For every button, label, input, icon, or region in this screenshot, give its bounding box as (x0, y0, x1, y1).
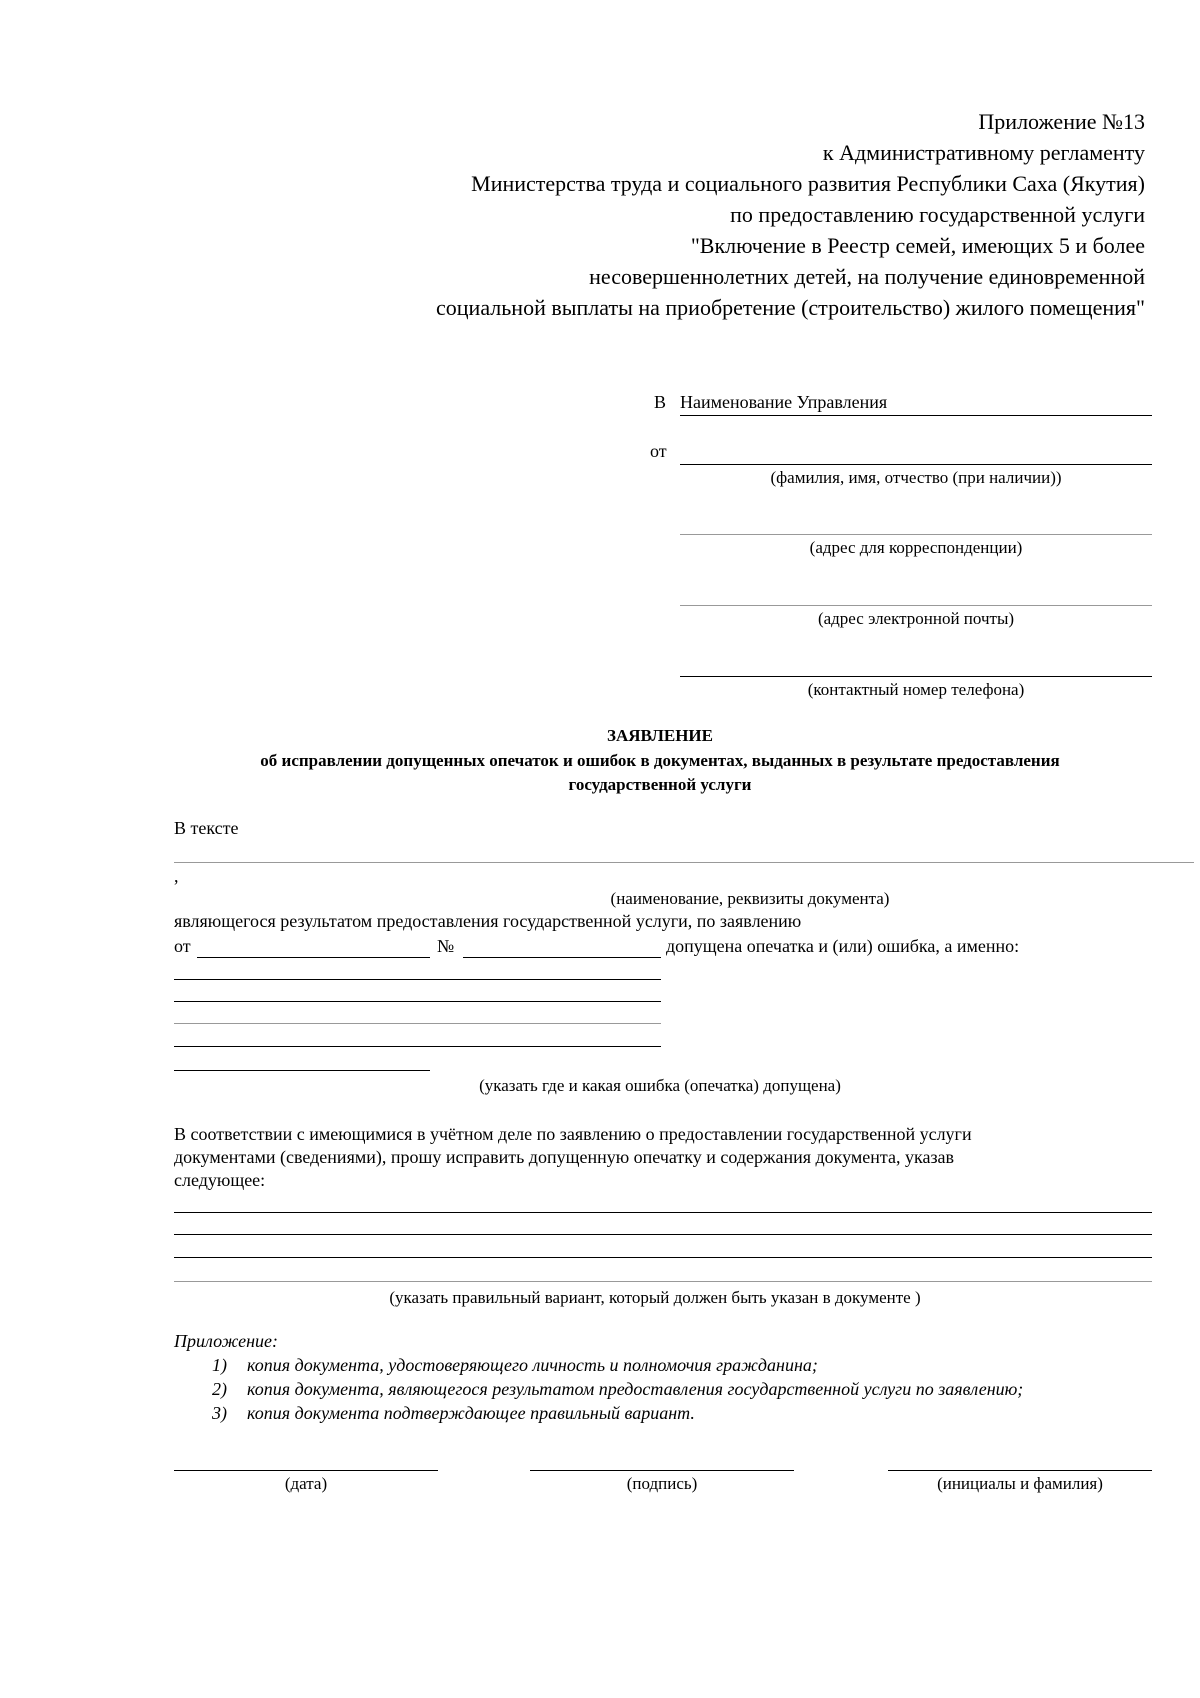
correct-line-1[interactable] (174, 1212, 1152, 1213)
fio-field[interactable] (680, 464, 1152, 465)
address-field[interactable] (680, 534, 1152, 535)
request-line-3: следующее: (174, 1170, 266, 1190)
department-underline (680, 415, 1152, 416)
application-date-field[interactable] (197, 957, 430, 958)
error-caption: (указать где и какая ошибка (опечатка) допущена) (479, 1076, 841, 1095)
from-prefix: от (650, 441, 667, 461)
date-field[interactable] (174, 1470, 438, 1471)
header-line-regulation: к Административному регламенту (822, 140, 1145, 165)
attachment-number-3: 3) (212, 1403, 227, 1423)
header-line-ministry: Министерства труда и социального развития Республики Саха (Якутия) (471, 171, 1145, 196)
attachment-item-2: копия документа, являющегося результатом предоставления государственной услуги по заявлению; (247, 1379, 1024, 1399)
header-line-title-3: социальной выплаты на приобретение (строительство) жилого помещения" (436, 295, 1145, 320)
statement-subtitle-2: государственной услуги (568, 775, 752, 794)
correct-line-3[interactable] (174, 1257, 1152, 1258)
document-caption: (наименование, реквизиты документа) (610, 889, 890, 908)
error-line-1[interactable] (174, 979, 661, 980)
phone-caption: (контактный номер телефона) (807, 680, 1025, 699)
email-caption: (адрес электронной почты) (817, 609, 1015, 628)
application-number-label: № (437, 936, 455, 956)
initials-field[interactable] (888, 1470, 1152, 1471)
statement-title: ЗАЯВЛЕНИЕ (606, 726, 713, 745)
department-name-field[interactable]: Наименование Управления (680, 392, 888, 412)
error-line-5[interactable] (174, 1070, 430, 1071)
date-caption: (дата) (284, 1474, 328, 1493)
request-line-1: В соответствии с имеющимися в учётном деле по заявлению о предоставлении государственной услуги (174, 1124, 972, 1144)
header-line-title-1: "Включение в Реестр семей, имеющих 5 и более (690, 233, 1145, 258)
signature-caption: (подпись) (626, 1474, 698, 1493)
result-line: являющегося результатом предоставления государственной услуги, по заявлению (174, 911, 802, 931)
attachment-item-3: копия документа подтверждающее правильный вариант. (247, 1403, 695, 1423)
error-line-2[interactable] (174, 1001, 661, 1002)
phone-field[interactable] (680, 676, 1152, 677)
address-caption: (адрес для корреспонденции) (809, 538, 1023, 557)
attachment-number-2: 2) (212, 1379, 227, 1399)
header-line-appendix: Приложение №13 (978, 109, 1145, 134)
correct-line-4[interactable] (174, 1281, 1152, 1282)
to-prefix: В (654, 392, 667, 412)
fio-caption: (фамилия, имя, отчество (при наличии)) (770, 468, 1062, 487)
document-name-field[interactable] (174, 862, 1194, 863)
email-field[interactable] (680, 605, 1152, 606)
initials-caption: (инициалы и фамилия) (937, 1474, 1103, 1493)
error-line-4[interactable] (174, 1046, 661, 1047)
attachments-title: Приложение: (174, 1331, 279, 1351)
comma-mark: , (174, 866, 179, 886)
error-intro-text: допущена опечатка и (или) ошибка, а именно: (666, 936, 1020, 956)
request-line-2: документами (сведениями), прошу исправить допущенную опечатку и содержания документа, указав (174, 1147, 955, 1167)
error-line-3[interactable] (174, 1023, 661, 1024)
application-number-field[interactable] (463, 957, 661, 958)
correct-caption: (указать правильный вариант, который должен быть указан в документе ) (389, 1288, 921, 1307)
attachment-number-1: 1) (212, 1355, 227, 1375)
header-line-title-2: несовершеннолетних детей, на получение единовременной (589, 264, 1145, 289)
in-text-label: В тексте (174, 818, 239, 838)
correct-line-2[interactable] (174, 1234, 1152, 1235)
statement-subtitle-1: об исправлении допущенных опечаток и ошибок в документах, выданных в результате предоставления (260, 751, 1060, 770)
application-from-label: от (174, 936, 191, 956)
attachment-item-1: копия документа, удостоверяющего личность и полномочия гражданина; (247, 1355, 818, 1375)
signature-field[interactable] (530, 1470, 794, 1471)
header-line-service: по предоставлению государственной услуги (730, 202, 1145, 227)
